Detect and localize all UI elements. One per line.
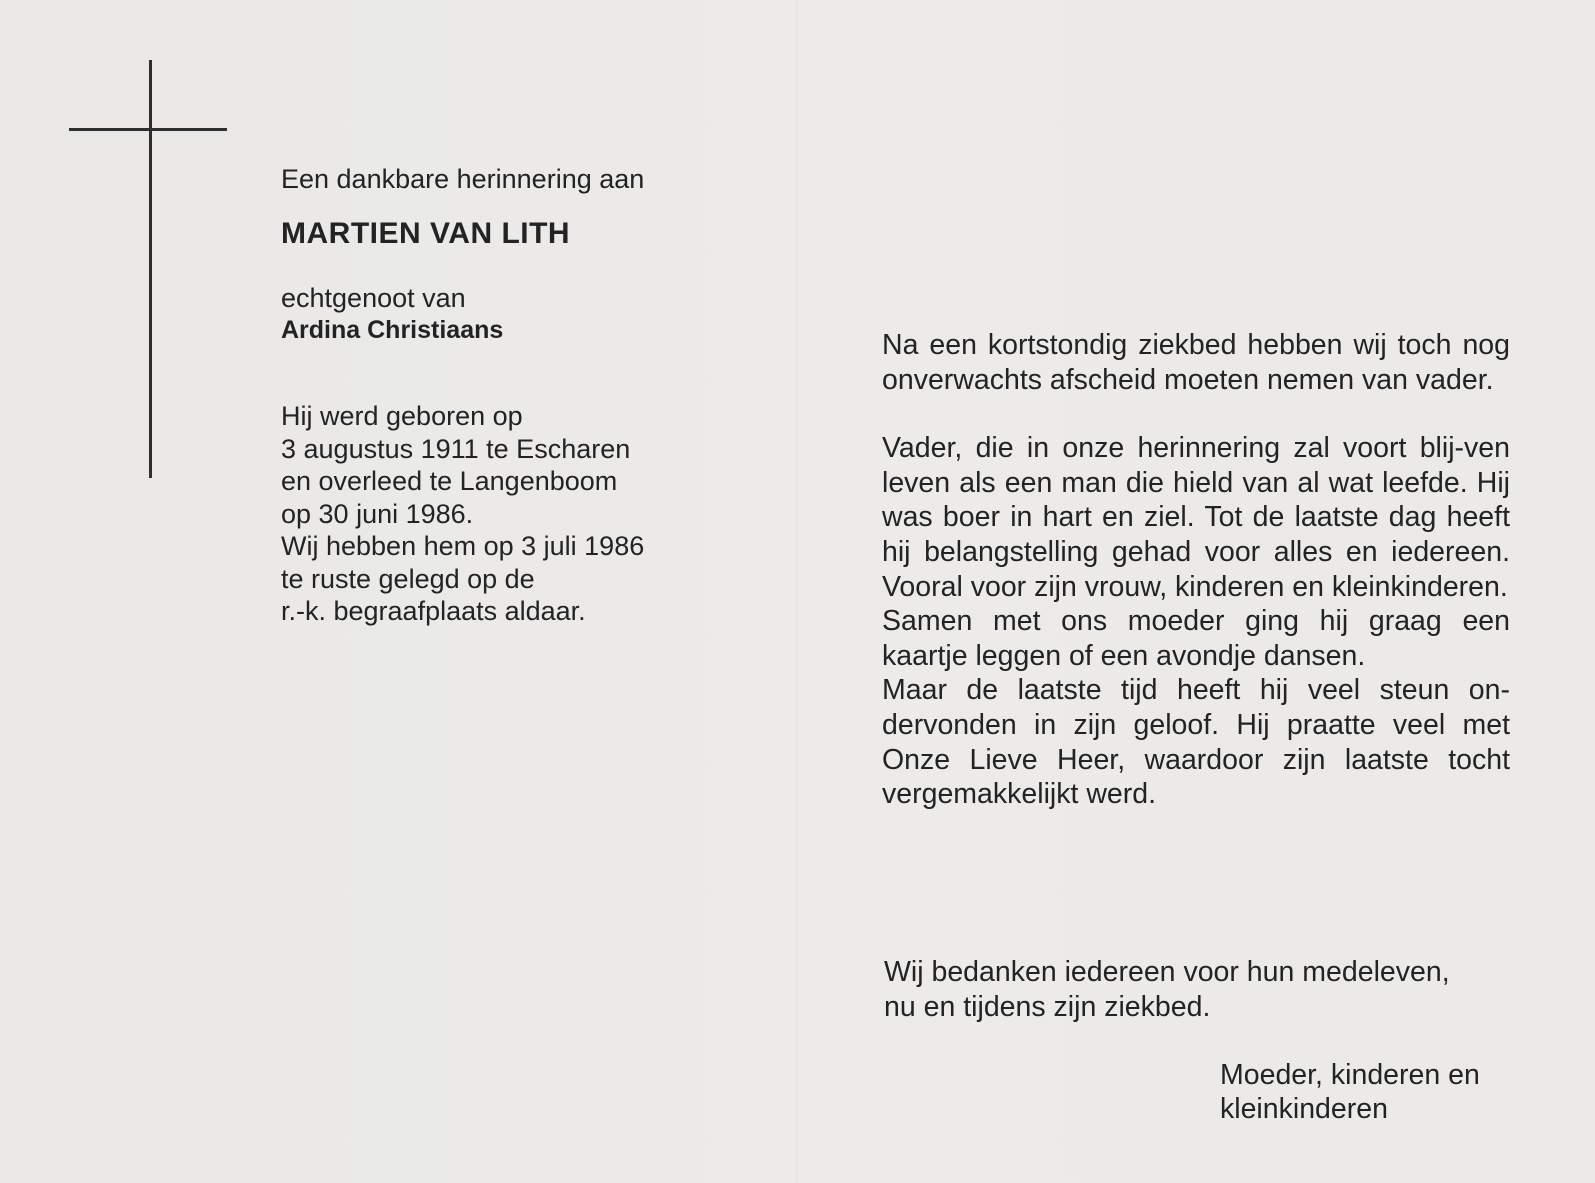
bio-line: 3 augustus 1911 te Escharen [281, 433, 631, 464]
bio-line: Wij hebben hem op 3 juli 1986 [281, 531, 645, 561]
bio-line: te ruste gelegd op de [281, 563, 535, 594]
paragraph-remembrance: Vader, die in onze herinnering zal voort blij-ven leven als een man die hield van al wat leefde. Hij was boer in hart en ziel. Tot de laatste dag heeft hij belangstelling gehad voor alles en iedereen. Vooral voor zijn vrouw, kinderen en kleinkinderen. [882, 432, 1510, 603]
spouse-label: echtgenoot van [281, 283, 466, 313]
signature-line: kleinkinderen [1220, 1093, 1388, 1125]
biography [281, 400, 751, 628]
bio-line: en overleed te Langenboom [281, 466, 618, 496]
cross-horizontal-bar [69, 128, 227, 131]
left-panel [281, 162, 751, 628]
thanks-line: nu en tijdens zijn ziekbed. [884, 990, 1211, 1023]
signature-line: Moeder, kinderen en [1220, 1059, 1480, 1091]
deceased-name: MARTIEN VAN LITH [281, 217, 571, 250]
cross-vertical-bar [149, 60, 152, 478]
spouse-name: Ardina Christiaans [281, 316, 504, 344]
thanks-block [884, 955, 1514, 1024]
right-panel [882, 328, 1510, 812]
thanks-line: Wij bedanken iedereen voor hun medeleven, [884, 956, 1450, 988]
intro-text: Een dankbare herinnering aan [281, 164, 645, 194]
bio-line: op 30 juni 1986. [281, 498, 474, 529]
paragraph-faith: Maar de laatste tijd heeft hij veel steun on-dervonden in zijn geloof. Hij praatte veel met Onze Lieve Heer, waardoor zijn laatste tocht vergemakkelijkt werd. [882, 674, 1510, 811]
paragraph-hobbies: Samen met ons moeder ging hij graag een kaartje leggen of een avondje dansen. [882, 605, 1510, 672]
signature-block [1220, 1058, 1520, 1126]
card-fold [797, 0, 798, 1183]
bio-line: Hij werd geboren op [281, 401, 523, 431]
bio-line: r.-k. begraafplaats aldaar. [281, 596, 586, 626]
paragraph-farewell: Na een kortstondig ziekbed hebben wij toch nog onverwachts afscheid moeten nemen van vader. [882, 329, 1510, 396]
